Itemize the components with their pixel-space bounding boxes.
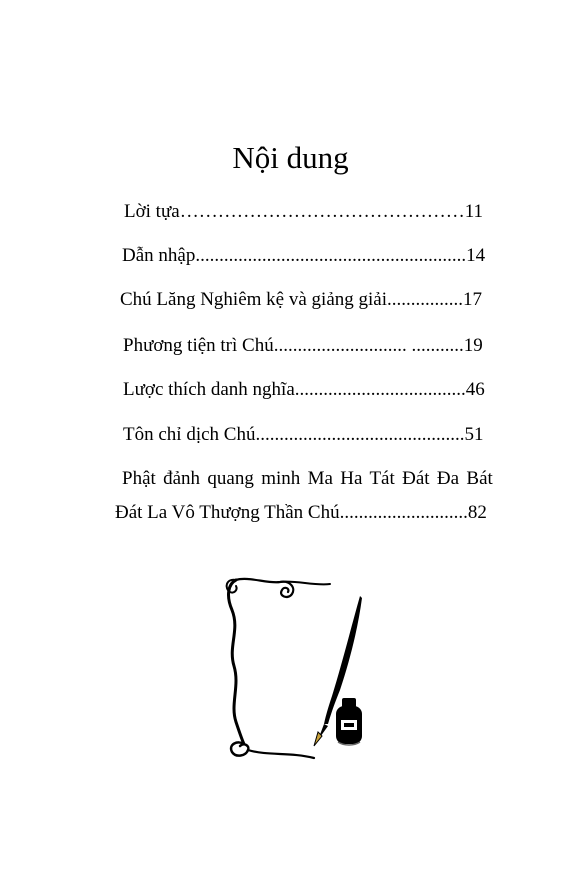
scroll-icon xyxy=(227,579,330,758)
scroll-quill-inkwell-illustration xyxy=(218,574,368,760)
toc-entry-chu-lang-nghiem-ke: Chú Lăng Nghiêm kệ và giảng giải................17 xyxy=(120,289,482,310)
inkwell-icon xyxy=(336,698,362,745)
toc-entry-dan-nhap: Dẫn nhập.........................................................14 xyxy=(122,245,486,266)
toc-entry-luoc-thich-danh-nghia: Lược thích danh nghĩa....................................46 xyxy=(123,379,485,400)
page-title: Nội dung xyxy=(232,140,349,175)
toc-entry-ton-chi-dich-chu: Tôn chỉ dịch Chú............................................51 xyxy=(123,424,484,445)
toc-entry-than-chu-line-1: Phật đảnh quang minh Ma Ha Tát Đát Đa Bát xyxy=(122,468,493,489)
toc-entry-phuong-tien-tri-chu: Phương tiện trì Chú............................ ...........19 xyxy=(123,335,483,356)
toc-entry-loi-tua: Lời tựa………………………………………11 xyxy=(124,201,483,222)
toc-entry-than-chu-line-2: Đát La Vô Thượng Thần Chú...........................82 xyxy=(115,502,487,523)
